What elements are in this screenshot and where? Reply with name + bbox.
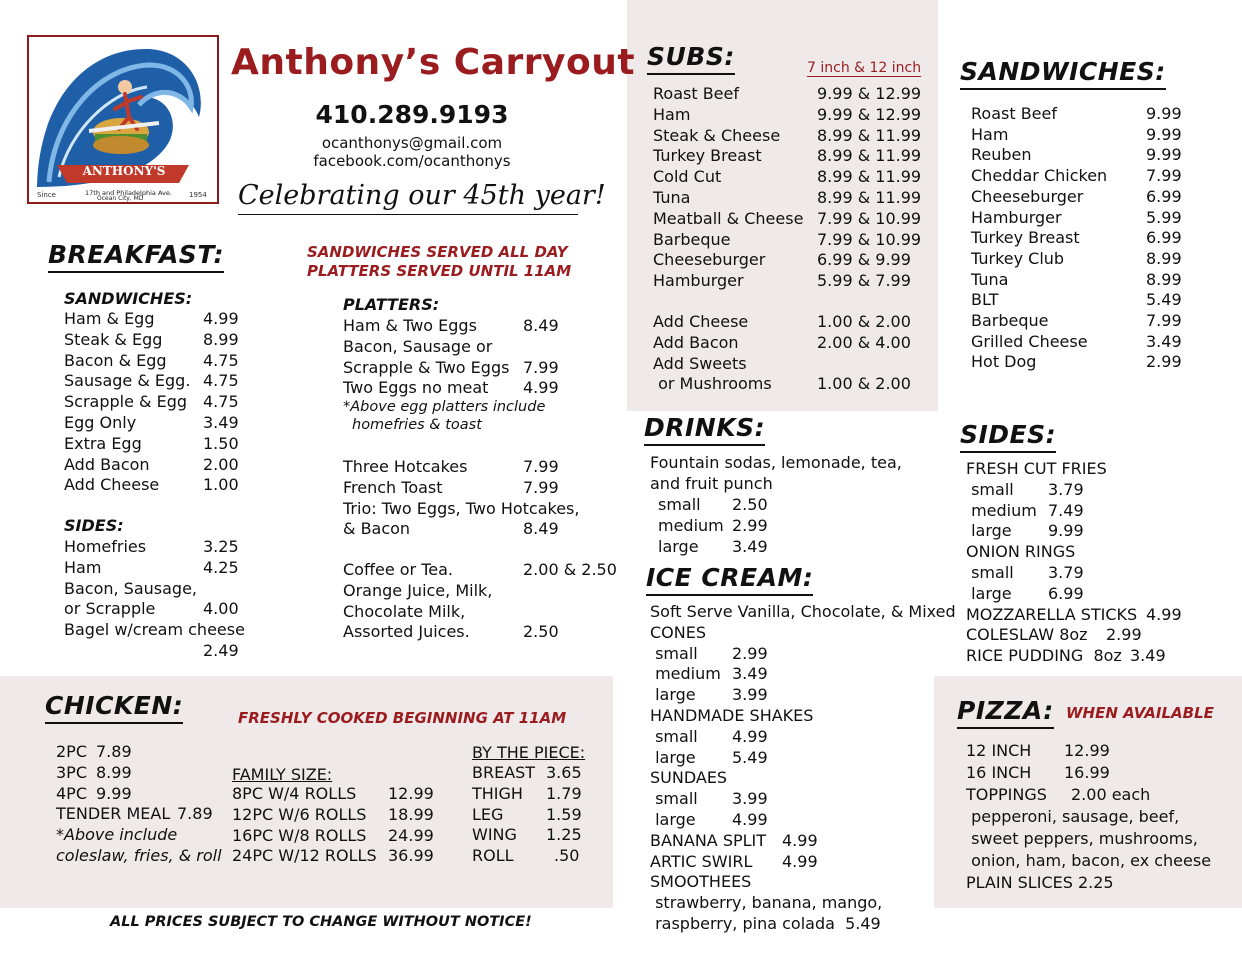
menu-item-price: 5.49 bbox=[1146, 290, 1182, 310]
menu-item-price: 1.25 bbox=[546, 825, 582, 845]
menu-item-price: 4.99 bbox=[782, 830, 818, 850]
menu-item-price: .50 bbox=[554, 846, 580, 866]
menu-item-price: 9.99 & 12.99 bbox=[817, 84, 922, 103]
by-the-piece-heading: BY THE PIECE: bbox=[472, 743, 586, 762]
menu-item-name: 3PC bbox=[56, 762, 87, 782]
menu-item-name: ONION RINGS bbox=[966, 542, 1076, 562]
menu-item-price: 4.75 bbox=[203, 392, 239, 412]
menu-item-price: 4.99 bbox=[523, 378, 559, 398]
menu-item-name: Cheeseburger bbox=[653, 250, 766, 270]
menu-item-price: 1.59 bbox=[546, 804, 582, 824]
menu-item-price: 6.99 bbox=[1146, 228, 1182, 248]
menu-item-name: 12PC W/6 ROLLS bbox=[232, 804, 367, 824]
tagline: Celebrating our 45th year! bbox=[238, 180, 606, 211]
email: ocanthonys@gmail.com bbox=[321, 134, 503, 152]
menu-item-price: 9.99 bbox=[1048, 521, 1084, 541]
menu-item-price: 2.00 & 4.00 bbox=[817, 332, 911, 352]
menu-item-name: Add Bacon bbox=[64, 454, 150, 474]
menu-item-name: 24PC W/12 ROLLS bbox=[232, 846, 377, 866]
menu-item-name: Scrapple & Egg bbox=[64, 392, 188, 412]
subs-sizes: 7 inch & 12 inch bbox=[807, 60, 922, 76]
drinks-desc-2: and fruit punch bbox=[650, 474, 773, 493]
menu-item-name: Reuben bbox=[971, 145, 1032, 165]
menu-item-name: Add Bacon bbox=[653, 332, 739, 352]
menu-item-name: COLESLAW 8oz bbox=[966, 625, 1088, 645]
menu-item-price: 3.99 bbox=[732, 789, 768, 809]
menu-item-price: 2.99 bbox=[1106, 625, 1142, 645]
menu-item-name: CONES bbox=[650, 622, 706, 642]
menu-item-name: 2PC bbox=[56, 742, 87, 761]
menu-item-name: Homefries bbox=[64, 537, 147, 556]
menu-item-price: 7.99 bbox=[1146, 311, 1182, 330]
menu-item-name: Egg Only bbox=[64, 413, 137, 432]
menu-item-name: THIGH bbox=[472, 783, 523, 803]
menu-item-name: onion, ham, bacon, ex cheese bbox=[966, 851, 1212, 870]
menu-item-price: 7.99 bbox=[523, 477, 559, 497]
menu-item-price: 5.49 bbox=[732, 747, 768, 767]
menu-item-name: pepperoni, sausage, beef, bbox=[966, 807, 1180, 826]
menu-item-price: 1.79 bbox=[546, 783, 582, 803]
breakfast-sandwiches-heading: SANDWICHES: bbox=[64, 289, 193, 308]
menu-item-name: TENDER MEAL bbox=[56, 804, 171, 824]
menu-item-price: 2.00 bbox=[203, 454, 239, 474]
menu-item-price: 8.99 & 11.99 bbox=[817, 167, 922, 187]
menu-item-price: 6.99 bbox=[1146, 186, 1182, 206]
menu-item-price: 12.99 bbox=[1064, 741, 1110, 760]
menu-item-price: 4.99 bbox=[732, 726, 768, 746]
menu-item-name: Cheeseburger bbox=[971, 186, 1084, 206]
menu-item-name: Three Hotcakes bbox=[343, 457, 468, 476]
menu-item-price: 7.49 bbox=[1048, 500, 1084, 520]
menu-item-name: FRESH CUT FRIES bbox=[966, 459, 1107, 478]
drinks-heading: DRINKS: bbox=[644, 414, 765, 446]
page-title: Anthony’s Carryout bbox=[231, 42, 636, 83]
breakfast-notice-2: PLATTERS SERVED UNTIL 11AM bbox=[307, 262, 572, 280]
menu-item-price: 16.99 bbox=[1064, 763, 1110, 782]
menu-item-price: 36.99 bbox=[388, 846, 434, 866]
menu-item-price: 6.99 & 9.99 bbox=[817, 250, 911, 270]
menu-item-price: 2.50 bbox=[523, 622, 559, 642]
menu-item-name: Turkey Breast bbox=[971, 228, 1080, 248]
menu-item-price: 12.99 bbox=[388, 784, 434, 803]
menu-item-name: MOZZARELLA STICKS bbox=[966, 604, 1138, 624]
menu-item-name: Steak & Egg bbox=[64, 329, 163, 349]
logo-address-1: 17th and Philadelphia Ave. bbox=[85, 189, 172, 197]
menu-item-price: 1.00 bbox=[203, 475, 239, 495]
menu-item-price: 4.99 bbox=[782, 851, 818, 871]
menu-item-name: Trio: Two Eggs, Two Hotcakes, bbox=[343, 498, 580, 518]
facebook: facebook.com/ocanthonys bbox=[313, 152, 511, 170]
platters-note-1: *Above egg platters include bbox=[343, 399, 546, 415]
menu-item-price: 7.89 bbox=[96, 742, 132, 761]
menu-item-name: BLT bbox=[971, 290, 999, 310]
menu-item-name: Cheddar Chicken bbox=[971, 166, 1108, 186]
menu-item-price: 3.65 bbox=[546, 763, 582, 782]
menu-item-name: Ham & Egg bbox=[64, 309, 155, 328]
menu-item-price: 7.89 bbox=[177, 804, 213, 824]
menu-item-price: 2.00 each bbox=[1071, 785, 1151, 804]
menu-item-name: Bacon, Sausage, bbox=[64, 578, 198, 598]
menu-item-price: 8.99 bbox=[96, 762, 132, 782]
menu-item-name: Hamburger bbox=[653, 271, 744, 291]
menu-item-price: 4.99 bbox=[732, 810, 768, 829]
menu-item-price: 3.79 bbox=[1048, 563, 1084, 582]
menu-item-name: Meatball & Cheese bbox=[653, 208, 804, 228]
menu-item-name: Bacon, Sausage or bbox=[343, 336, 493, 356]
menu-item-name: Bacon & Egg bbox=[64, 350, 167, 370]
menu-item-name: Add Sweets bbox=[653, 353, 747, 373]
menu-item-name: Soft Serve Vanilla, Chocolate, & Mixed bbox=[650, 602, 956, 621]
menu-item-name: Hot Dog bbox=[971, 352, 1037, 372]
sides-heading: SIDES: bbox=[960, 421, 1056, 453]
menu-item-name: Bagel w/cream cheese bbox=[64, 620, 245, 640]
menu-item-name: Hamburger bbox=[971, 207, 1062, 227]
menu-item-price: 8.49 bbox=[523, 316, 559, 335]
menu-item-name: Barbeque bbox=[971, 311, 1049, 330]
menu-item-name: SUNDAES bbox=[650, 768, 728, 788]
breakfast-heading: BREAKFAST: bbox=[48, 241, 224, 273]
tagline-underline bbox=[238, 214, 578, 215]
menu-item-name: Add Cheese bbox=[64, 475, 160, 495]
menu-item-price: 1.00 & 2.00 bbox=[817, 312, 911, 331]
menu-item-name: small bbox=[650, 643, 698, 663]
menu-item-name: raspberry, pina colada 5.49 bbox=[650, 914, 881, 933]
menu-item-name: small bbox=[650, 789, 698, 809]
menu-item-name: Cold Cut bbox=[653, 167, 722, 187]
menu-item-name: BANANA SPLIT bbox=[650, 830, 767, 850]
menu-item-name: WING bbox=[472, 825, 517, 845]
menu-item-price: 3.49 bbox=[1146, 331, 1182, 351]
menu-item-name: 16 INCH bbox=[966, 763, 1032, 782]
breakfast-notice-1: SANDWICHES SERVED ALL DAY bbox=[307, 243, 568, 261]
menu-item-name: RICE PUDDING 8oz bbox=[966, 646, 1122, 666]
menu-item-price: 4.25 bbox=[203, 557, 239, 577]
menu-item-name: Coffee or Tea. bbox=[343, 560, 453, 579]
menu-item-price: 8.99 & 11.99 bbox=[817, 125, 922, 145]
menu-item-price: 3.25 bbox=[203, 537, 239, 556]
menu-item-name: Add Cheese bbox=[653, 312, 749, 331]
menu-item-price: 3.79 bbox=[1048, 479, 1084, 499]
menu-item-name: sweet peppers, mushrooms, bbox=[966, 829, 1198, 848]
menu-item-price: 8.99 bbox=[1146, 269, 1182, 289]
menu-item-price: 9.99 & 12.99 bbox=[817, 104, 922, 124]
menu-item-price: 24.99 bbox=[388, 825, 434, 845]
menu-item-price: 2.49 bbox=[203, 641, 239, 660]
menu-item-price: 8.99 bbox=[203, 329, 239, 349]
menu-item-price: 3.49 bbox=[203, 413, 239, 432]
logo bbox=[27, 35, 219, 204]
menu-item-price: 2.99 bbox=[732, 643, 768, 663]
menu-item-name: or Scrapple bbox=[64, 599, 156, 619]
menu-item-name: large bbox=[966, 583, 1012, 603]
menu-item-name: 8PC W/4 ROLLS bbox=[232, 784, 357, 803]
menu-item-name: Ham bbox=[971, 124, 1009, 144]
menu-item-name: Ham bbox=[653, 104, 691, 124]
menu-item-price: 7.99 bbox=[523, 457, 559, 476]
menu-item-price: 1.00 & 2.00 bbox=[817, 374, 911, 394]
menu-item-name: Ham bbox=[64, 557, 102, 577]
menu-item-name: Grilled Cheese bbox=[971, 331, 1088, 351]
price-notice: ALL PRICES SUBJECT TO CHANGE WITHOUT NOTICE! bbox=[110, 914, 532, 930]
logo-year: 1954 bbox=[189, 191, 207, 199]
menu-item-price: 2.99 bbox=[732, 515, 768, 535]
breakfast-sides-heading: SIDES: bbox=[64, 516, 124, 535]
menu-item-price: 4.99 bbox=[203, 309, 239, 328]
menu-item-price: 6.99 bbox=[1048, 583, 1084, 603]
menu-item-name: 4PC bbox=[56, 783, 87, 803]
menu-item-name: small bbox=[966, 563, 1014, 582]
menu-item-price: 4.75 bbox=[203, 350, 239, 370]
menu-item-name: Turkey Club bbox=[971, 248, 1065, 268]
menu-item-name: large bbox=[966, 521, 1012, 541]
menu-item-name: PLAIN SLICES 2.25 bbox=[966, 873, 1114, 892]
menu-item-name: Extra Egg bbox=[64, 433, 142, 453]
menu-item-name: Assorted Juices. bbox=[343, 622, 470, 642]
menu-item-name: small bbox=[658, 495, 701, 514]
phone-number: 410.289.9193 bbox=[315, 100, 509, 129]
menu-item-price: 9.99 bbox=[1146, 145, 1182, 165]
menu-item-name: small bbox=[650, 726, 698, 746]
menu-item-price: 7.99 bbox=[523, 357, 559, 377]
menu-item-price: 3.49 bbox=[732, 536, 768, 556]
chicken-note-1: *Above include bbox=[56, 825, 178, 844]
menu-item-price: 1.50 bbox=[203, 433, 239, 453]
logo-name: ANTHONY'S bbox=[82, 164, 166, 178]
menu-item-price: 2.50 bbox=[732, 495, 768, 514]
menu-item-name: Ham & Two Eggs bbox=[343, 316, 477, 335]
menu-item-price: 8.99 bbox=[1146, 248, 1182, 268]
menu-item-price: 9.99 bbox=[1146, 124, 1182, 144]
platters-note-2: homefries & toast bbox=[352, 417, 482, 433]
chicken-heading: CHICKEN: bbox=[45, 692, 183, 724]
menu-item-name: HANDMADE SHAKES bbox=[650, 706, 814, 725]
menu-item-price: 9.99 bbox=[96, 783, 132, 803]
menu-item-price: 7.99 & 10.99 bbox=[817, 229, 922, 249]
menu-item-name: strawberry, banana, mango, bbox=[650, 893, 883, 913]
menu-item-name: large bbox=[650, 747, 696, 767]
menu-item-name: Roast Beef bbox=[971, 104, 1057, 123]
menu-item-name: LEG bbox=[472, 804, 504, 824]
menu-item-price: 5.99 & 7.99 bbox=[817, 271, 911, 291]
menu-item-name: Scrapple & Two Eggs bbox=[343, 357, 510, 377]
menu-item-price: 7.99 bbox=[1146, 166, 1182, 186]
menu-item-name: BREAST bbox=[472, 763, 536, 782]
menu-item-name: TOPPINGS bbox=[966, 785, 1047, 804]
menu-item-price: 4.99 bbox=[1146, 604, 1182, 624]
menu-item-name: Tuna bbox=[653, 188, 691, 207]
menu-item-price: 8.49 bbox=[523, 519, 559, 539]
menu-item-name: large bbox=[658, 536, 699, 556]
menu-item-name: Tuna bbox=[971, 269, 1009, 289]
menu-item-name: ARTIC SWIRL bbox=[650, 851, 753, 871]
platters-heading: PLATTERS: bbox=[343, 295, 440, 314]
sandwiches-heading: SANDWICHES: bbox=[960, 58, 1166, 90]
menu-item-name: Chocolate Milk, bbox=[343, 601, 466, 621]
menu-item-name: large bbox=[650, 810, 696, 829]
menu-item-price: 3.49 bbox=[732, 664, 768, 684]
menu-item-price: 3.99 bbox=[732, 685, 768, 705]
menu-item-name: SMOOTHEES bbox=[650, 872, 752, 892]
menu-item-price: 18.99 bbox=[388, 804, 434, 824]
menu-item-price: 2.99 bbox=[1146, 352, 1182, 372]
menu-item-name: small bbox=[966, 479, 1014, 499]
menu-item-name: Roast Beef bbox=[653, 84, 739, 103]
menu-item-price: 8.99 & 11.99 bbox=[817, 188, 922, 207]
menu-item-name: medium bbox=[658, 515, 724, 535]
menu-item-name: Barbeque bbox=[653, 229, 731, 249]
menu-item-name: 16PC W/8 ROLLS bbox=[232, 825, 367, 845]
menu-item-price: 4.75 bbox=[203, 371, 239, 391]
logo-address-2: Ocean City, MD bbox=[97, 195, 144, 202]
menu-item-name: large bbox=[650, 685, 696, 705]
pizza-heading: PIZZA: bbox=[957, 697, 1054, 729]
menu-item-name: ROLL bbox=[472, 846, 514, 866]
chicken-note-2: coleslaw, fries, & roll bbox=[56, 846, 222, 865]
menu-item-name: medium bbox=[966, 500, 1037, 520]
menu-item-name: or Mushrooms bbox=[653, 374, 772, 394]
menu-item-name: medium bbox=[650, 664, 721, 684]
menu-item-price: 8.99 & 11.99 bbox=[817, 146, 922, 166]
menu-item-price: 5.99 bbox=[1146, 207, 1182, 227]
menu-item-name: Sausage & Egg. bbox=[64, 371, 191, 391]
chicken-notice: FRESHLY COOKED BEGINNING AT 11AM bbox=[238, 709, 567, 727]
menu-item-name: & Bacon bbox=[343, 519, 411, 539]
drinks-desc-1: Fountain sodas, lemonade, tea, bbox=[650, 453, 902, 472]
pizza-notice: WHEN AVAILABLE bbox=[1066, 704, 1214, 722]
menu-item-name: French Toast bbox=[343, 477, 443, 497]
menu-item-name: Turkey Breast bbox=[653, 146, 762, 166]
logo-since: Since bbox=[37, 191, 56, 199]
menu-item-price: 9.99 bbox=[1146, 104, 1182, 123]
ice-cream-heading: ICE CREAM: bbox=[646, 564, 813, 596]
menu-item-name: Orange Juice, Milk, bbox=[343, 580, 493, 600]
menu-item-name: Two Eggs no meat bbox=[343, 378, 489, 398]
menu-item-price: 7.99 & 10.99 bbox=[817, 208, 922, 228]
menu-item-name: 12 INCH bbox=[966, 741, 1032, 760]
menu-item-name: Steak & Cheese bbox=[653, 125, 781, 145]
subs-heading: SUBS: bbox=[647, 43, 735, 75]
family-size-heading: FAMILY SIZE: bbox=[232, 765, 333, 784]
menu-item-price: 3.49 bbox=[1130, 646, 1166, 666]
menu-item-price: 4.00 bbox=[203, 599, 239, 619]
menu-item-price: 2.00 & 2.50 bbox=[523, 560, 617, 579]
